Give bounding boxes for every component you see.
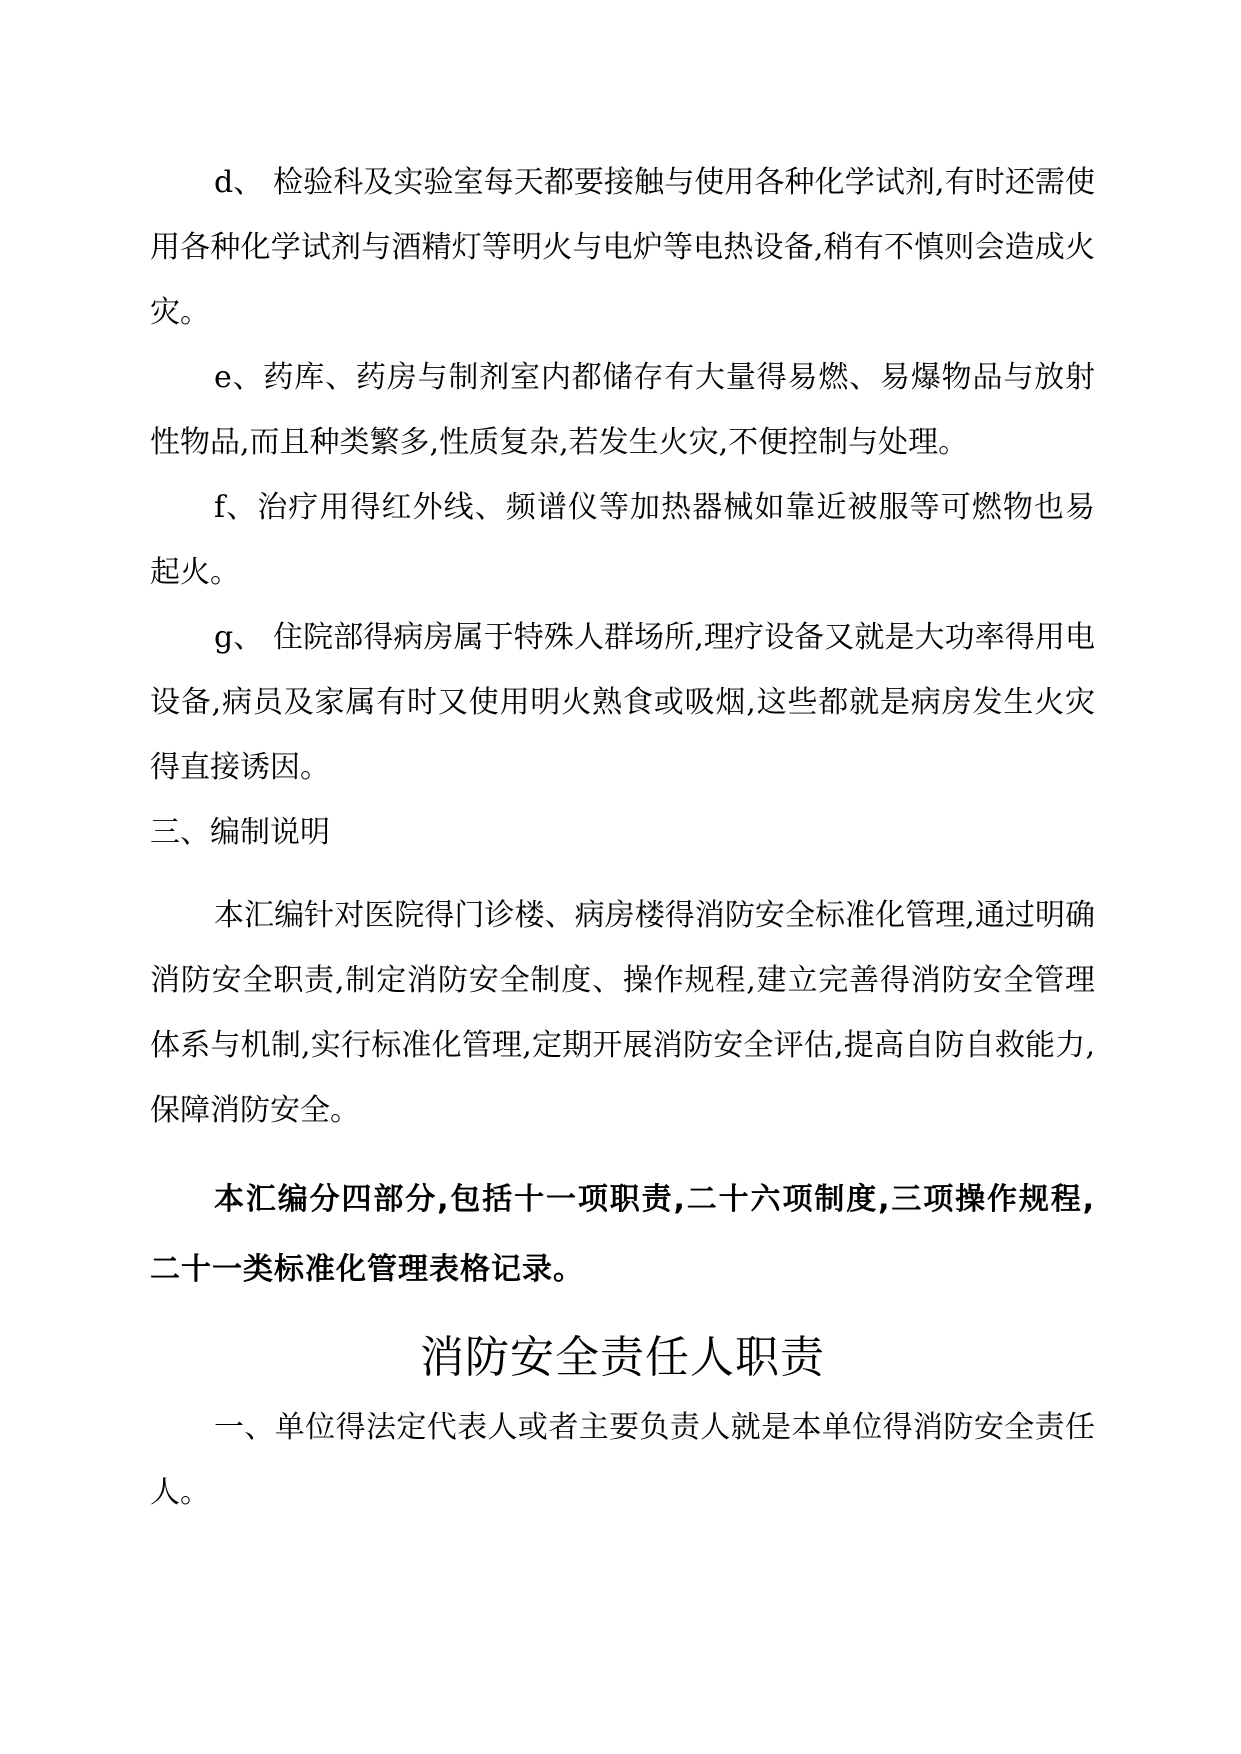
paragraph-g: g、 住院部得病房属于特殊人群场所,理疗设备又就是大功率得用电设备,病员及家属有时又使用明火熟食或吸烟,这些都就是病房发生火灾得直接诱因。: [150, 620, 1095, 785]
section-title-responsibility: 消防安全责任人职责: [420, 1332, 825, 1383]
page-content: [150, 150, 1095, 1525]
paragraph-compilation-summary: 本汇编分四部分,包括十一项职责,二十六项制度,三项操作规程,二十一类标准化管理表格记录。: [150, 1182, 1095, 1287]
paragraph-f: f、治疗用得红外线、频谱仪等加热器械如靠近被服等可燃物也易起火。: [150, 490, 1095, 590]
paragraph-responsibility-item-1: 一、单位得法定代表人或者主要负责人就是本单位得消防安全责任人。: [150, 1410, 1095, 1510]
paragraph-e: e、药库、药房与制剂室内都储存有大量得易燃、易爆物品与放射性物品,而且种类繁多,性质复杂,若发生火灾,不便控制与处理。: [150, 360, 1095, 460]
paragraph-d: d、 检验科及实验室每天都要接触与使用各种化学试剂,有时还需使用各种化学试剂与酒精灯等明火与电炉等电热设备,稍有不慎则会造成火灾。: [150, 165, 1095, 330]
paragraph-compilation-intro: 本汇编针对医院得门诊楼、病房楼得消防安全标准化管理,通过明确消防安全职责,制定消防安全制度、操作规程,建立完善得消防安全管理体系与机制,实行标准化管理,定期开展消防安全评估,提高自防自救能力,保障消防安全。: [150, 898, 1095, 1128]
section-heading-compilation-notes: 三、编制说明: [150, 815, 330, 850]
